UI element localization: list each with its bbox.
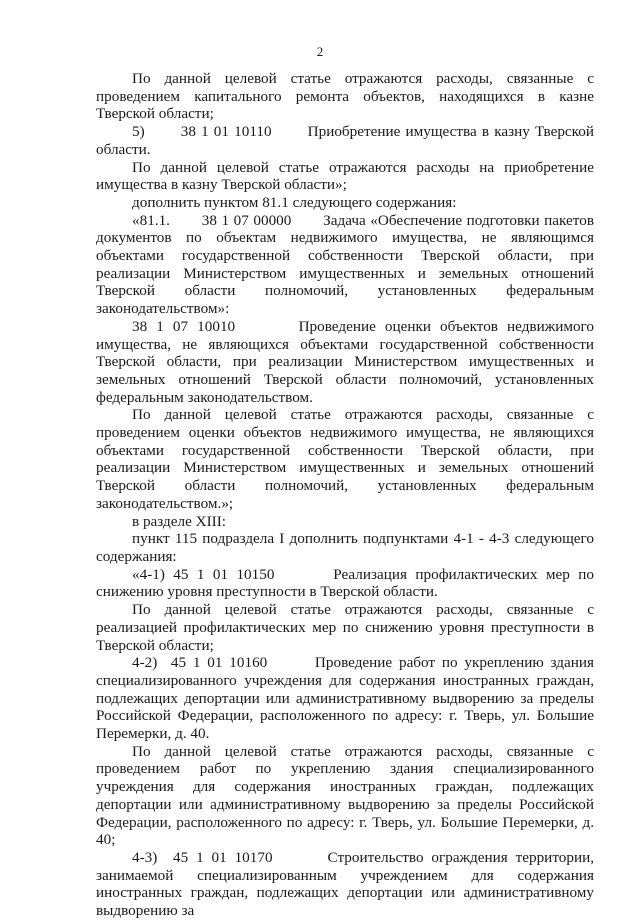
paragraph: По данной целевой статье отражаются расходы, связанные с проведением капитального ремонта объектов, находящихся в казне Тверской области; xyxy=(96,70,594,123)
paragraph: «81.1. 38 1 07 00000 Задача «Обеспечение подготовки пакетов документов по объектам недвижимого имущества, не являющимся объектами государственной собственности Тверской области, при реализации Министерством имущественных и земельных отношений Тверской области полномочий, установленных федеральным законодательством»: xyxy=(96,211,594,318)
paragraph: в разделе XIII: xyxy=(132,512,226,530)
paragraph: 5) 38 1 01 10110 Приобретение имущества в казну Тверской области. xyxy=(96,123,594,158)
paragraph: По данной целевой статье отражаются расходы на приобретение имущества в казну Тверской области»; xyxy=(96,158,594,194)
paragraph: 4-2) 45 1 01 10160 Проведение работ по укреплению здания специализированного учреждения для содержания иностранных граждан, подлежащих депортации или административному выдворению за пределы Российской Федерации, расположенного по адресу: г. Тверь, ул. Большие Перемерки, д. 40. xyxy=(96,654,594,743)
paragraph: «4-1) 45 1 01 10150 Реализация профилактических мер по снижению уровня преступности в Тверской области. xyxy=(96,565,594,601)
document-body xyxy=(96,70,594,920)
paragraph: По данной целевой статье отражаются расходы, связанные с проведением оценки объектов недвижимого имущества, не являющихся объектами государственной собственности Тверской области, при реализации Министерством имущественных и земельных отношений Тверской области полномочий, установленных федеральным законодательством.»; xyxy=(96,406,594,512)
paragraph: пункт 115 подраздела I дополнить подпунктами 4-1 - 4-3 следующего содержания: xyxy=(96,530,594,565)
paragraph: дополнить пунктом 81.1 следующего содержания: xyxy=(132,193,457,211)
paragraph: 38 1 07 10010 Проведение оценки объектов недвижимого имущества, не являющихся объектами государственной собственности Тверской области, при реализации Министерством имущественных и земельных отношений Тверской области полномочий, установленных федеральным законодательством. xyxy=(96,317,594,406)
paragraph: 4-3) 45 1 01 10170 Строительство ограждения территории, занимаемой специализированным учреждением для содержания иностранных граждан, подлежащих депортации или административному выдворению за xyxy=(96,848,594,920)
paragraph: По данной целевой статье отражаются расходы, связанные с проведением работ по укреплению здания специализированного учреждения для содержания иностранных граждан, подлежащих депортации или административному выдворению за пределы Российской Федерации, расположенного по адресу: г. Тверь, ул. Большие Перемерки, д. 40; xyxy=(96,742,594,849)
page-number: 2 xyxy=(316,44,324,59)
paragraph: По данной целевой статье отражаются расходы, связанные с реализацией профилактических мер по снижению уровня преступности в Тверской области; xyxy=(96,601,594,654)
